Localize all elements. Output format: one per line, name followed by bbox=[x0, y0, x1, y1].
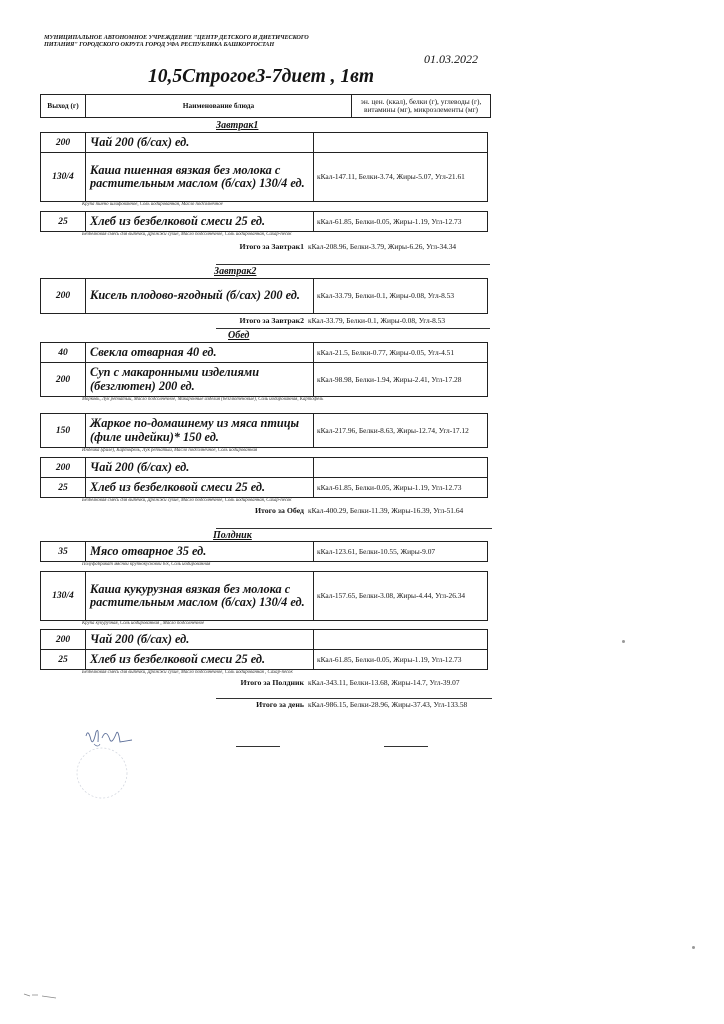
day-total: Итого за день кКал-986.15, Белки-28.96, Жиры-37.43, Угл-133.58 bbox=[256, 700, 468, 709]
ingredients-note: Полуфабрикат мясной крупнокусковой б/к, Соль йодированная bbox=[82, 562, 211, 567]
section-title: Завтрак1 bbox=[216, 120, 259, 131]
table-row: 35 Мясо отварное 35 ед. кКал-123.61, Белки-10.55, Жиры-9.07 bbox=[40, 541, 488, 562]
organization-name: МУНИЦИПАЛЬНОЕ АВТОНОМНОЕ УЧРЕЖДЕНИЕ "ЦЕНТР ДЕТСКОГО И ДИЕТИЧЕСКОГО ПИТАНИЯ" ГОРОДСКОГО ОКРУГА ГОРОД УФА РЕСПУБЛИКА БАШКОРТОСТАН bbox=[44, 34, 309, 49]
section-total: Итого за Завтрак2 кКал-33.79, Белки-0.1, Жиры-0.08, Угл-8.53 bbox=[239, 316, 446, 325]
scan-mark bbox=[22, 988, 62, 1000]
ingredients-note: Крупа пшено шлифованное, Соль йодированная, Масло подсолнечное bbox=[82, 202, 223, 207]
total-underline bbox=[216, 264, 490, 265]
table-row: 130/4 Каша пшенная вязкая без молока с растительным маслом (б/сах) 130/4 ед. кКал-147.11, Белки-3.74, Жиры-5.07, Угл-21.61 bbox=[40, 152, 488, 202]
ingredients-note: Безбелковая смесь для выпечки, Дрожжи сухие, Масло подсолнечное, Соль йодированная, Сахар-песок bbox=[82, 232, 292, 237]
ingredients-note: Безбелковая смесь для выпечки, Дрожжи сухие, Масло подсолнечное, Соль йодированная , Сахар-песок bbox=[82, 670, 293, 675]
ingredients-note: Крупа кукурузная, Соль йодированная , Масло подсолнечное bbox=[82, 621, 205, 626]
document-date: 01.03.2022 bbox=[424, 52, 478, 66]
scan-speck bbox=[622, 640, 625, 643]
total-underline bbox=[216, 698, 492, 699]
table-row: 25 Хлеб из безбелковой смеси 25 ед. кКал-61.85, Белки-0.05, Жиры-1.19, Угл-12.73 bbox=[40, 211, 488, 232]
section-title: Обед bbox=[228, 330, 250, 341]
ingredients-note: Морковь, Лук репчатый, Масло подсолнечное, Макаронные изделия (безглютеновые), Соль йодированная, Картофель bbox=[82, 397, 324, 402]
total-underline bbox=[216, 328, 490, 329]
document-title: 10,5Строгое3-7диет , 1вт bbox=[148, 66, 375, 87]
table-row: 200 Кисель плодово-ягодный (б/сах) 200 ед. кКал-33.79, Белки-0.1, Жиры-0.08, Угл-8.53 bbox=[40, 278, 488, 314]
header-output: Выход (г) bbox=[41, 95, 86, 117]
section-title: Полдник bbox=[213, 530, 252, 541]
ingredients-note: Безбелковая смесь для выпечки, Дрожжи сухие, Масло подсолнечное, Соль йодированная, Сахар-песок bbox=[82, 498, 292, 503]
total-underline bbox=[216, 528, 492, 529]
table-row: 200 Чай 200 (б/сах) ед. bbox=[40, 629, 488, 650]
table-row: 25 Хлеб из безбелковой смеси 25 ед. кКал-61.85, Белки-0.05, Жиры-1.19, Угл-12.73 bbox=[40, 649, 488, 670]
table-row: 25 Хлеб из безбелковой смеси 25 ед. кКал-61.85, Белки-0.05, Жиры-1.19, Угл-12.73 bbox=[40, 477, 488, 498]
section-total: Итого за Завтрак1 кКал-208.96, Белки-3.79, Жиры-6.26, Угл-34.34 bbox=[239, 242, 457, 251]
table-row: 130/4 Каша кукурузная вязкая без молока с растительным маслом (б/сах) 130/4 ед. кКал-157.65, Белки-3.08, Жиры-4.44, Угл-26.34 bbox=[40, 571, 488, 621]
table-row: 200 Чай 200 (б/сах) ед. bbox=[40, 457, 488, 478]
section-title: Завтрак2 bbox=[214, 266, 257, 277]
section-total: Итого за Обед кКал-400.29, Белки-11.39, Жиры-16.39, Угл-51.64 bbox=[254, 506, 464, 515]
section-total: Итого за Полдник кКал-343.11, Белки-13.68, Жиры-14.7, Угл-39.07 bbox=[240, 678, 460, 687]
table-row: 150 Жаркое по-домашнему из мяса птицы (филе индейки)* 150 ед. кКал-217.96, Белки-8.63, Жиры-12.74, Угл-17.12 bbox=[40, 413, 488, 448]
scan-speck bbox=[692, 946, 695, 949]
signature-stamp bbox=[72, 718, 142, 808]
table-header bbox=[40, 94, 491, 118]
signature-line bbox=[384, 746, 428, 747]
header-nutrition: эн. цен. (ккал), белки (г), углеводы (г), витамины (мг), микроэлементы (мг) bbox=[360, 96, 482, 114]
table-row: 200 Чай 200 (б/сах) ед. bbox=[40, 132, 488, 153]
table-row: 200 Суп с макаронными изделиями (безглютен) 200 ед. кКал-98.98, Белки-1.94, Жиры-2.41, Угл-17.28 bbox=[40, 362, 488, 397]
table-row: 40 Свекла отварная 40 ед. кКал-21.5, Белки-0.77, Жиры-0.05, Угл-4.51 bbox=[40, 342, 488, 363]
header-dish-name: Наименование блюда bbox=[86, 95, 352, 117]
signature-line bbox=[236, 746, 280, 747]
ingredients-note: Индейка (филе), Картофель, Лук репчатый, Масло подсолнечное, Соль йодированная bbox=[82, 448, 258, 453]
